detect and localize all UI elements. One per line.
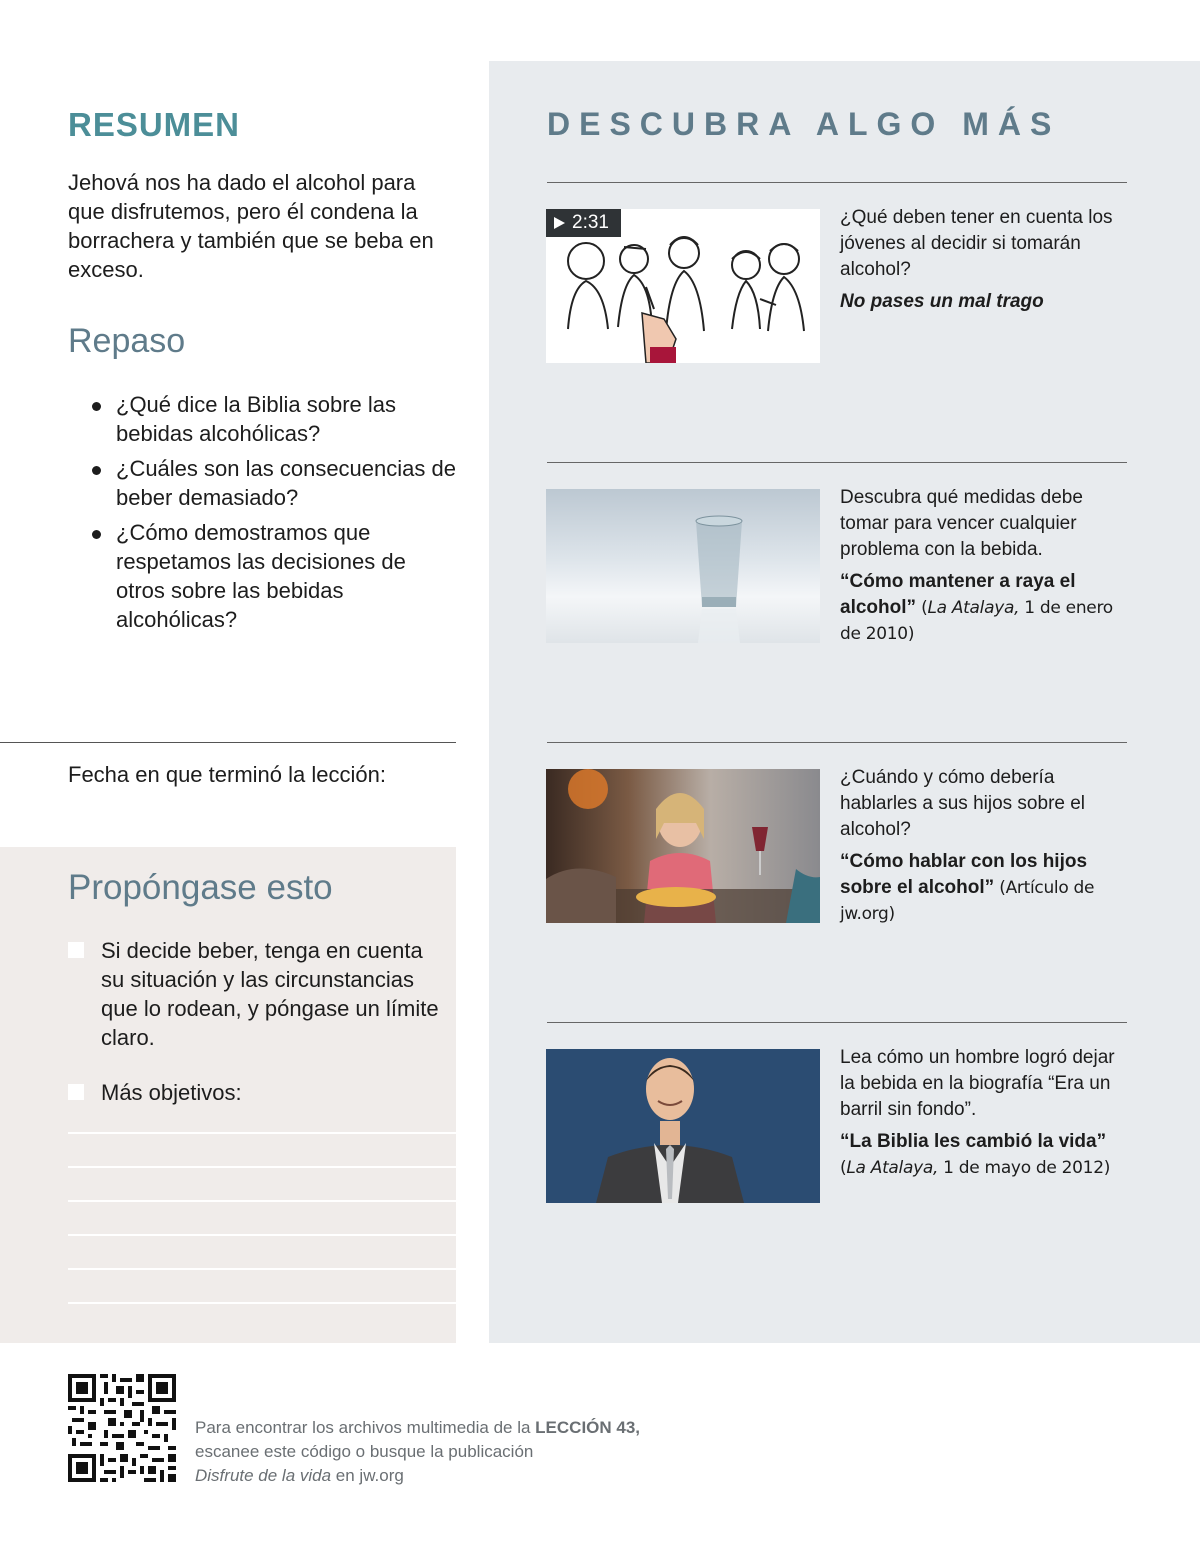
card-source-publication: La Atalaya, xyxy=(846,1158,939,1178)
bullet-icon xyxy=(92,402,101,411)
divider xyxy=(0,742,456,743)
card-source-publication: La Atalaya, xyxy=(927,598,1020,618)
card-link-title[interactable]: “La Biblia les cambió la vida” xyxy=(840,1131,1107,1152)
lesson-number: LECCIÓN 43, xyxy=(535,1418,641,1437)
card-description: ¿Cuándo y cómo debería hablarles a sus hijos sobre el alcohol? xyxy=(840,767,1086,840)
checkbox[interactable] xyxy=(68,1084,84,1100)
review-question xyxy=(92,390,457,448)
card-text xyxy=(840,205,1125,315)
checkbox[interactable] xyxy=(68,942,84,958)
card-description: Descubra qué medidas debe tomar para vencer cualquier problema con la bebida. xyxy=(840,487,1083,560)
card-description: Lea cómo un hombre logró dejar la bebida en la biografía “Era un barril sin fondo”. xyxy=(840,1047,1115,1120)
qr-code-icon xyxy=(68,1374,176,1482)
card-link[interactable]: “Cómo mantener a raya el alcohol” (La Atalaya, 1 de enero de 2010) xyxy=(840,571,1113,644)
review-questions xyxy=(92,390,457,640)
card-link-title[interactable]: No pases un mal trago xyxy=(840,291,1044,312)
play-icon xyxy=(554,217,565,229)
writing-line[interactable] xyxy=(68,1132,456,1134)
goal-text: Si decide beber, tenga en cuenta su situación y las circunstancias que lo rodean, y póngase un límite claro. xyxy=(101,938,439,1050)
summary-title: RESUMEN xyxy=(68,106,241,143)
discover-title: DESCUBRA ALGO MÁS xyxy=(547,106,1061,142)
writing-line[interactable] xyxy=(68,1268,456,1270)
family-dinner-photo xyxy=(546,769,820,923)
writing-line[interactable] xyxy=(68,1302,456,1304)
card-source: 1 de mayo de 2012) xyxy=(938,1158,1111,1178)
publication-title: Disfrute de la vida xyxy=(195,1466,332,1485)
card-link-title[interactable]: “Cómo mantener a raya el alcohol” xyxy=(840,571,1076,618)
divider xyxy=(547,742,1127,743)
glass-photo xyxy=(546,489,820,643)
glass-illustration xyxy=(546,489,820,643)
review-title: Repaso xyxy=(68,322,186,360)
review-question-text: ¿Cuáles son las consecuencias de beber demasiado? xyxy=(116,456,456,510)
writing-line[interactable] xyxy=(68,1200,456,1202)
card-link[interactable]: “La Biblia les cambió la vida” (La Atalaya, 1 de mayo de 2012) xyxy=(840,1131,1111,1178)
divider xyxy=(547,182,1127,183)
card-link[interactable] xyxy=(840,849,1125,927)
goal-text: Más objetivos: xyxy=(101,1080,242,1105)
bullet-icon xyxy=(92,530,101,539)
review-question xyxy=(92,518,457,634)
qr-code[interactable] xyxy=(68,1374,176,1482)
card-description: ¿Qué deben tener en cuenta los jóvenes al decidir si tomarán alcohol? xyxy=(840,207,1113,280)
divider xyxy=(547,1022,1127,1023)
summary-text: Jehová nos ha dado el alcohol para que disfrutemos, pero él condena la borrachera y también que se beba en exceso. xyxy=(68,170,434,282)
card-source: 1 de enero de 2010) xyxy=(840,598,1113,644)
review-question-text: ¿Qué dice la Biblia sobre las bebidas alcohólicas? xyxy=(116,392,397,446)
man-portrait-photo xyxy=(546,1049,820,1203)
bullet-icon xyxy=(92,466,101,475)
video-thumbnail[interactable] xyxy=(546,209,820,363)
completion-date-label: Fecha en que terminó la lección: xyxy=(68,762,386,787)
card-link-title[interactable]: “Cómo hablar con los hijos sobre el alcohol” xyxy=(840,851,1088,898)
video-duration-badge xyxy=(546,209,621,237)
card-source: (Artículo de jw.org) xyxy=(840,878,1095,924)
divider xyxy=(547,462,1127,463)
video-duration: 2:31 xyxy=(572,212,609,233)
goals-title: Propóngase esto xyxy=(68,868,333,907)
card-text xyxy=(840,485,1125,647)
family-illustration xyxy=(546,769,820,923)
footer-note: Para encontrar los archivos multimedia de la LECCIÓN 43, escanee este código o busque la publicación Disfrute de la vida en jw.org xyxy=(195,1418,641,1485)
goal-item xyxy=(68,1078,448,1108)
goal-item xyxy=(68,936,448,1056)
card-text xyxy=(840,1045,1125,1181)
writing-line[interactable] xyxy=(68,1166,456,1168)
review-question-text: ¿Cómo demostramos que respetamos las decisiones de otros sobre las bebidas alcohólicas? xyxy=(116,520,406,632)
man-illustration xyxy=(546,1049,820,1203)
review-question xyxy=(92,454,457,512)
writing-line[interactable] xyxy=(68,1234,456,1236)
card-text xyxy=(840,765,1125,927)
